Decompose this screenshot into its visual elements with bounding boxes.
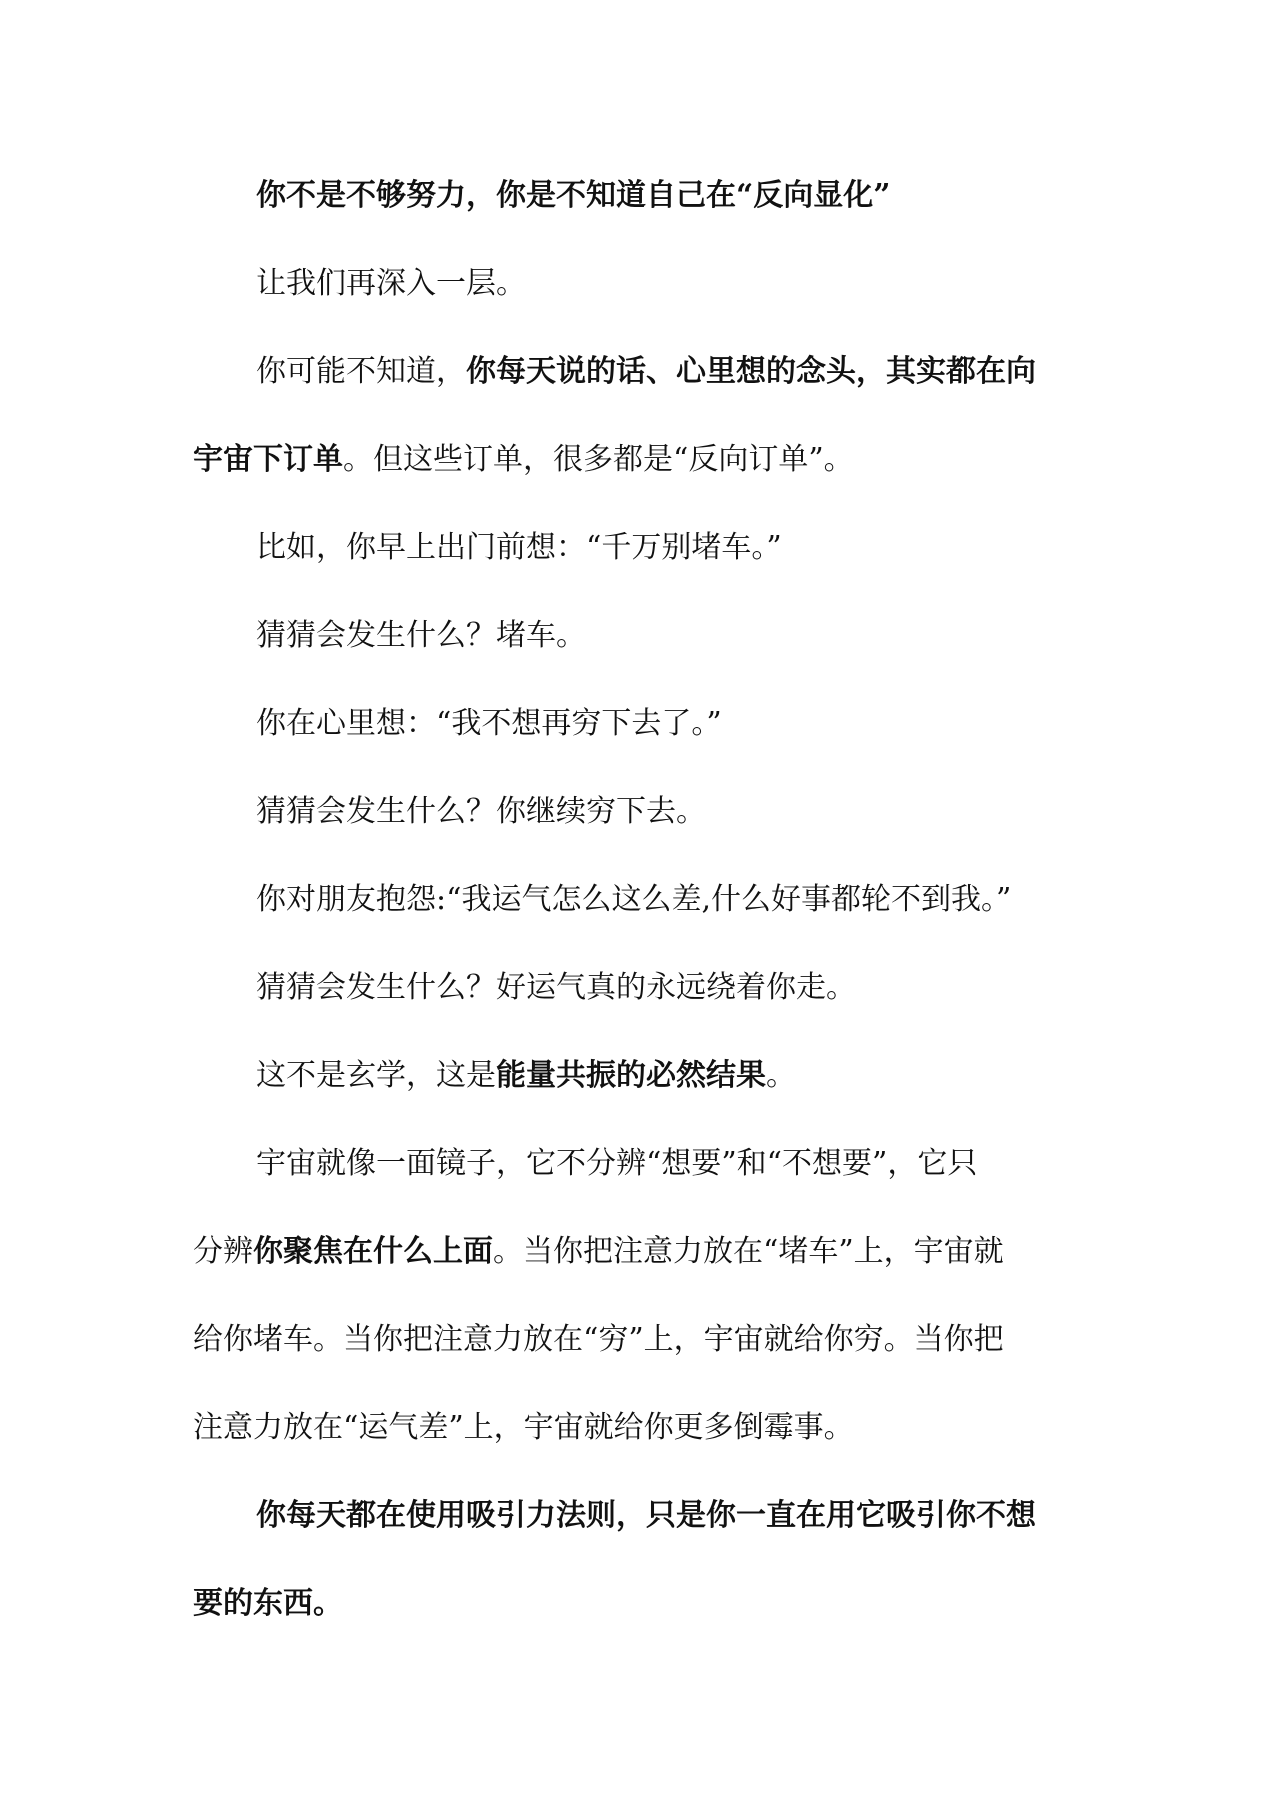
paragraph-2-line-2 (193, 442, 854, 477)
paragraph-5: 你在心里想：“我不想再穷下去了。” (256, 706, 722, 741)
paragraph-2-emphasis-end: 宇宙下订单 (193, 442, 343, 477)
paragraph-2-line-1 (256, 354, 1036, 389)
paragraph-10-text-b: 。当你把注意力放在“堵车”上，宇宙就 (493, 1234, 1004, 1269)
paragraph-10-line-1: 宇宙就像一面镜子，它不分辨“想要”和“不想要”，它只 (256, 1146, 978, 1181)
paragraph-2-text-end: 。但这些订单，很多都是“反向订单”。 (343, 442, 854, 477)
paragraph-2-emphasis: 你每天说的话、心里想的念头，其实都在向 (466, 354, 1036, 389)
paragraph-10-line-4: 注意力放在“运气差”上，宇宙就给你更多倒霉事。 (193, 1410, 854, 1445)
paragraph-10-emphasis: 你聚焦在什么上面 (253, 1234, 493, 1269)
paragraph-3: 比如，你早上出门前想：“千万别堵车。” (256, 530, 782, 565)
paragraph-7: 你对朋友抱怨:“我运气怎么这么差,什么好事都轮不到我。” (256, 882, 1012, 917)
paragraph-8: 猜猜会发生什么？好运气真的永远绕着你走。 (256, 970, 856, 1005)
paragraph-11-line-1: 你每天都在使用吸引力法则，只是你一直在用它吸引你不想 (256, 1498, 1036, 1533)
paragraph-1: 让我们再深入一层。 (256, 266, 526, 301)
section-heading: 你不是不够努力，你是不知道自己在“反向显化” (256, 178, 891, 213)
paragraph-11-line-2: 要的东西。 (193, 1586, 343, 1621)
paragraph-9 (256, 1058, 796, 1093)
paragraph-4: 猜猜会发生什么？堵车。 (256, 618, 586, 653)
paragraph-9-text: 这不是玄学，这是 (256, 1058, 496, 1093)
paragraph-2-text: 你可能不知道， (256, 354, 466, 389)
paragraph-9-emphasis: 能量共振的必然结果 (496, 1058, 766, 1093)
paragraph-10-text-a: 分辨 (193, 1234, 253, 1269)
paragraph-6: 猜猜会发生什么？你继续穷下去。 (256, 794, 706, 829)
paragraph-10-line-2 (193, 1234, 1004, 1269)
paragraph-9-period: 。 (766, 1058, 796, 1093)
paragraph-10-line-3: 给你堵车。当你把注意力放在“穷”上，宇宙就给你穷。当你把 (193, 1322, 1004, 1357)
